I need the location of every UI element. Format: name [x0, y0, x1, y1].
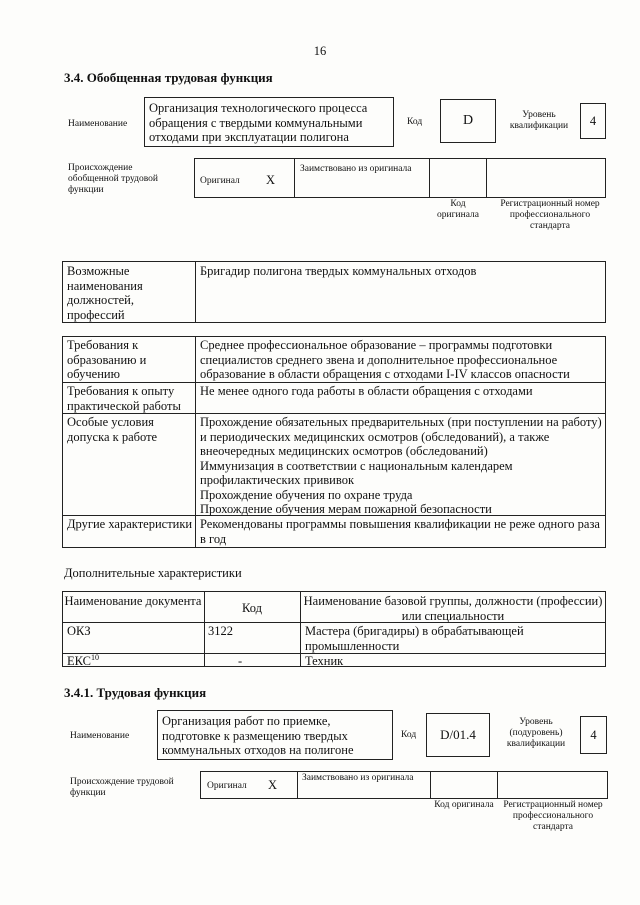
experience-label: Требования к опыту практической работы — [67, 384, 181, 413]
reg-number-label: Регистрационный номер профессионального стандарта — [503, 800, 603, 832]
special-line: Прохождение обучения мерам пожарной безопасности — [200, 502, 492, 516]
header-code: Код — [242, 601, 262, 615]
positions-label: Возможные наименования должностей, профессий — [67, 264, 143, 322]
header-name: Наименование базовой группы, должности (профессии) или специальности — [303, 594, 603, 623]
name-label: Наименование — [68, 119, 128, 129]
additional-title: Дополнительные характеристики — [64, 566, 242, 580]
borrowed-label: Заимствовано из оригинала — [300, 164, 412, 174]
original-label: Оригинал — [200, 176, 240, 186]
tf-name-box — [157, 710, 393, 760]
row-doc-eks — [67, 654, 99, 669]
gtf-name-box — [144, 97, 394, 147]
level-label: Уровень квалификации — [509, 110, 569, 131]
row-name: Мастера (бригадиры) в обрабатывающей промышленности — [305, 624, 524, 653]
tf-level-box — [580, 716, 607, 754]
gtf-code-value: D — [462, 113, 474, 128]
header-doc: Наименование документа — [64, 594, 202, 608]
special-label: Особые условия допуска к работе — [67, 415, 158, 444]
code-original-label: Код оригинала — [434, 800, 494, 810]
origin-label: Происхождение трудовой функции — [70, 777, 174, 798]
original-mark: X — [268, 778, 278, 792]
section-3-4-title: 3.4. Обобщенная трудовая функция — [64, 70, 273, 85]
experience-value: Не менее одного года работы в области обращения с отходами — [200, 384, 533, 398]
special-line: Иммунизация в соответствии с национальным календарем профилактических прививок — [200, 458, 513, 487]
original-mark: X — [266, 173, 276, 187]
footnote-ref: 10 — [91, 652, 99, 662]
origin-label: Происхождение обобщенной трудовой функции — [68, 163, 158, 195]
page-number: 16 — [313, 44, 327, 58]
level-label: Уровень (подуровень) квалификации — [506, 717, 566, 749]
other-label: Другие характеристики — [67, 517, 193, 531]
row-doc: ЕКС — [67, 654, 91, 668]
borrowed-label: Заимствовано из оригинала — [302, 773, 414, 783]
tf-code-value: D/01.4 — [440, 727, 476, 742]
gtf-level-value: 4 — [589, 114, 597, 128]
original-label: Оригинал — [207, 781, 247, 791]
code-label: Код — [407, 117, 423, 127]
row-code: - — [238, 654, 243, 668]
row-code: 3122 — [208, 624, 233, 638]
tf-code-box — [426, 713, 490, 757]
special-line: Прохождение обязательных предварительных (при поступлении на работу) и периодических медицинских осмотров (обследований), а также внеочередных медицинских осмотров (обследований) — [200, 415, 602, 458]
code-original-label: Код оригинала — [437, 199, 479, 220]
reg-number-label: Регистрационный номер профессионального стандарта — [500, 199, 600, 231]
special-line: Прохождение обучения по охране труда — [200, 487, 413, 502]
tf-level-value: 4 — [590, 728, 597, 742]
gtf-code-box — [440, 99, 496, 143]
section-3-4-1-title: 3.4.1. Трудовая функция — [64, 685, 207, 700]
gtf-level-box — [580, 103, 606, 139]
education-value: Среднее профессиональное образование – программы подготовки специалистов среднего звена и дополнительное профессиональное образование в области обращения с отходами I-IV классов опасности — [200, 338, 570, 381]
special-conditions — [200, 415, 602, 517]
row-doc: ОКЗ — [67, 624, 91, 638]
code-label: Код — [401, 730, 417, 740]
row-name: Техник — [305, 654, 344, 668]
gtf-name-value: Организация технологического процесса обращения с твердыми коммунальными отходами при эксплуатации полигона — [149, 101, 368, 144]
positions-value: Бригадир полигона твердых коммунальных отходов — [200, 264, 477, 278]
other-value: Рекомендованы программы повышения квалификации не реже одного раза в год — [200, 517, 600, 546]
education-label: Требования к образованию и обучению — [67, 338, 147, 381]
tf-name-value: Организация работ по приемке, подготовке к размещению твердых коммунальных отходов на полигоне — [162, 714, 354, 757]
name-label: Наименование — [70, 731, 130, 741]
